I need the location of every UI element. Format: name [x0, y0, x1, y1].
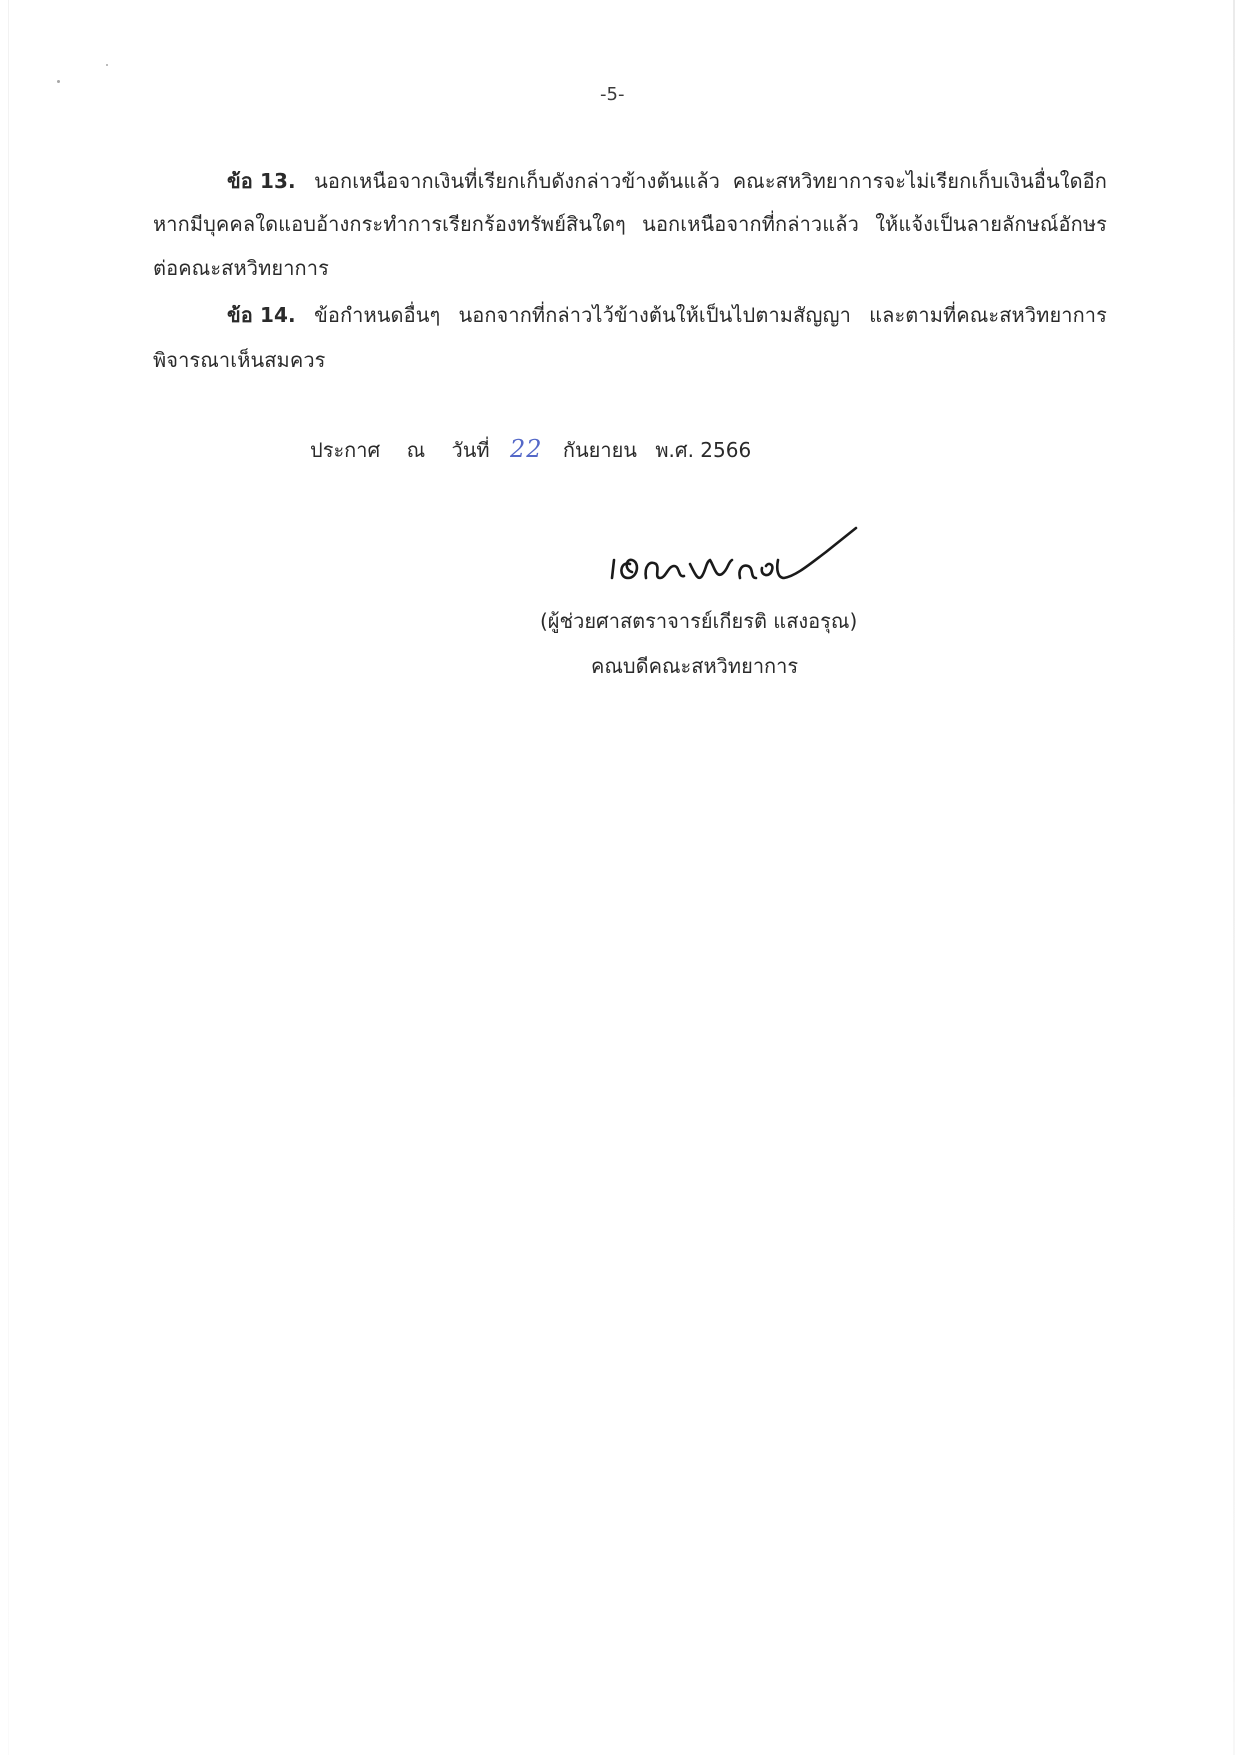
clause-13-text: นอกเหนือจากเงินที่เรียกเก็บดังกล่าวข้างต้นแล้ว — [314, 169, 720, 193]
announce-era: พ.ศ. — [655, 438, 694, 462]
clause-14-text: นอกจากที่กล่าวไว้ข้างต้นให้เป็นไปตามสัญญา — [458, 303, 851, 327]
signer-title: คณบดีคณะสหวิทยาการ — [591, 654, 799, 678]
clause-14-line-2: พิจารณาเห็นสมควร — [153, 348, 326, 372]
clause-13-heading: ข้อ 13. — [227, 169, 296, 193]
clause-13-line-3: ต่อคณะสหวิทยาการ — [153, 256, 329, 280]
clause-13-text: คณะสหวิทยาการจะไม่เรียกเก็บเงินอื่นใดอีก — [732, 169, 1107, 193]
scan-edge-left — [8, 0, 9, 1755]
scan-speck — [106, 64, 108, 66]
clause-14-text: และตามที่คณะสหวิทยาการ — [869, 303, 1107, 327]
announce-at: ณ — [406, 438, 426, 462]
scan-edge-right — [1233, 0, 1235, 1755]
clause-13-text: ให้แจ้งเป็นลายลักษณ์อักษร — [875, 212, 1107, 236]
clause-13-text: หากมีบุคคลใดแอบอ้างกระทำการเรียกร้องทรัพย์สินใดๆ — [153, 212, 626, 236]
scan-speck — [57, 80, 60, 83]
announce-month: กันยายน — [562, 438, 637, 462]
handwritten-signature — [610, 520, 860, 600]
clause-13-line-1 — [227, 168, 1107, 194]
clause-13-line-2 — [153, 211, 1107, 237]
page-number: -5- — [600, 84, 625, 105]
clause-14-text: ข้อกำหนดอื่นๆ — [314, 303, 441, 327]
announce-year: 2566 — [700, 438, 752, 462]
clause-14-line-1 — [227, 302, 1107, 328]
clause-13-text: นอกเหนือจากที่กล่าวแล้ว — [642, 212, 859, 236]
signer-name: (ผู้ช่วยศาสตราจารย์เกียรติ แสงอรุณ) — [540, 609, 858, 633]
clause-14-heading: ข้อ 14. — [227, 303, 296, 327]
announcement-date — [310, 436, 751, 463]
announce-day-handwritten: 22 — [509, 435, 543, 463]
announce-prefix: ประกาศ — [310, 438, 381, 462]
announce-day-label: วันที่ — [451, 438, 490, 462]
